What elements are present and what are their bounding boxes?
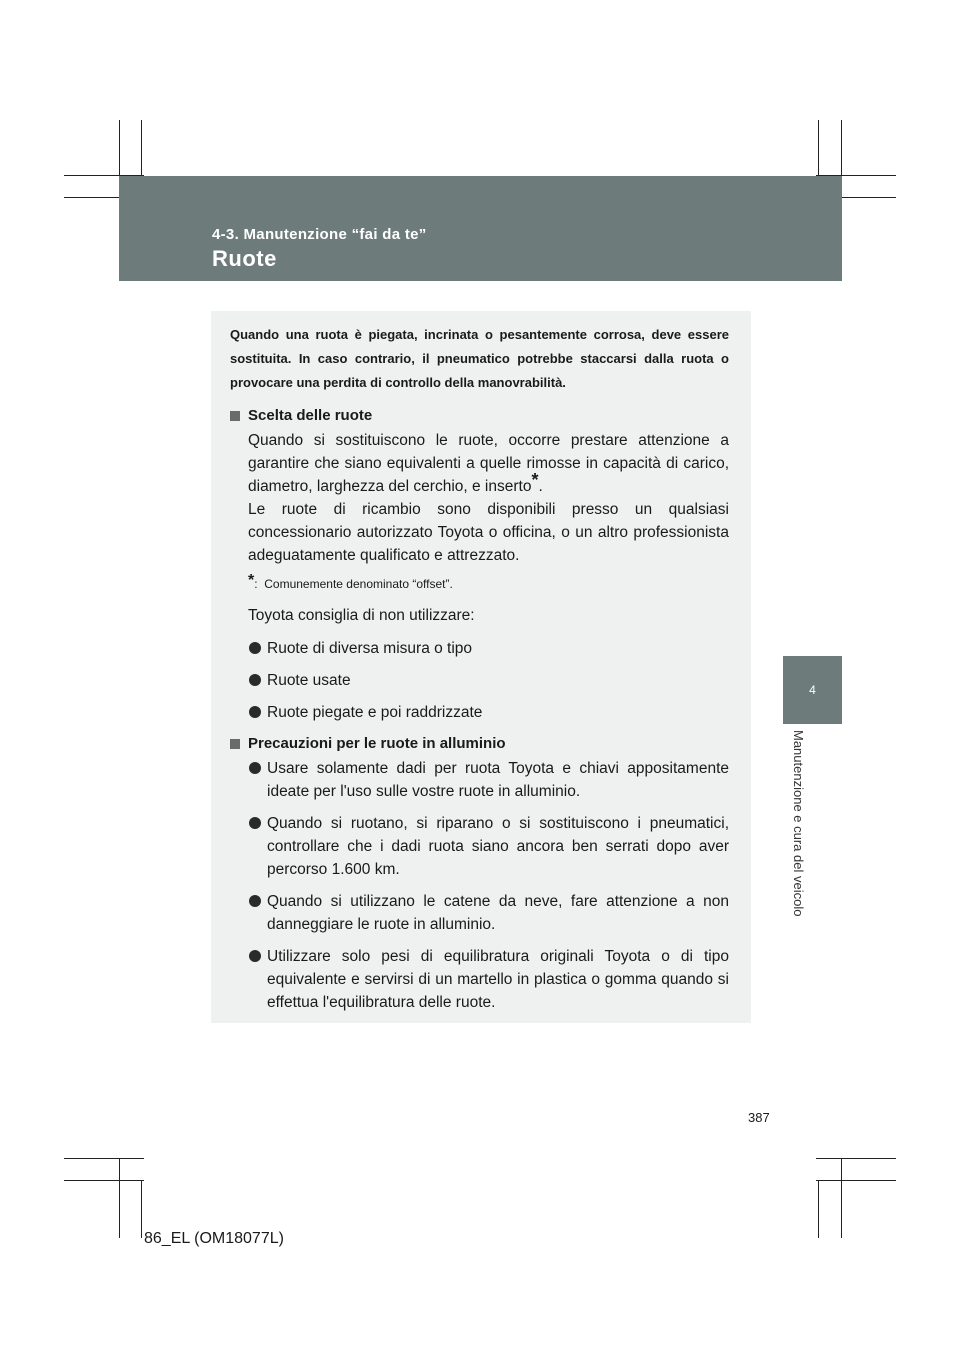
crop-mark	[64, 1180, 144, 1181]
paragraph-text: Quando si sostituiscono le ruote, occorre prestare attenzione a garantire che siano equivalenti a quelle rimosse in capacità di carico, diametro, larghezza del cerchio, e inserto	[248, 432, 729, 495]
bullet-dot-icon	[249, 895, 261, 907]
list-item	[230, 812, 729, 881]
page-number: 387	[748, 1110, 770, 1125]
selection-paragraph	[248, 429, 729, 498]
footnote-asterisk: *	[248, 572, 255, 589]
list-item-text: Ruote piegate e poi raddrizzate	[267, 704, 483, 721]
list-item-text: Ruote di diversa misura o tipo	[267, 640, 473, 657]
footnote-text: Comunemente denominato “offset”.	[264, 577, 453, 591]
heading-text: Scelta delle ruote	[248, 407, 373, 424]
bullet-dot-icon	[249, 817, 261, 829]
list-item-text: Quando si utilizzano le catene da neve, fare attenzione a non danneggiare le ruote in alluminio.	[267, 893, 729, 933]
spare-wheels-paragraph: Le ruote di ricambio sono disponibili presso un qualsiasi concessionario autorizzato Toyota o officina, o un altro professionista adeguatamente qualificato e attrezzato.	[248, 501, 729, 564]
page-title: Ruote	[212, 246, 277, 271]
footnote	[248, 574, 729, 594]
asterisk-mark: *	[531, 470, 539, 490]
heading-text: Precauzioni per le ruote in alluminio	[248, 735, 506, 752]
square-bullet-icon	[230, 411, 240, 421]
crop-mark	[816, 1158, 896, 1159]
square-bullet-icon	[230, 739, 240, 749]
list-item	[230, 757, 729, 803]
list-item-text: Ruote usate	[267, 672, 351, 689]
chapter-number: 4	[809, 683, 816, 697]
wheel-selection-heading	[230, 405, 729, 427]
crop-mark	[64, 1158, 144, 1159]
intro-paragraph: Quando una ruota è piegata, incrinata o pesantemente corrosa, deve essere sostituita. In caso contrario, il pneumatico potrebbe staccarsi dalla ruota o provocare una perdita di controllo della manovrabilità.	[230, 327, 729, 390]
list-item	[230, 945, 729, 1014]
crop-mark	[818, 1180, 819, 1238]
paragraph-end: .	[538, 478, 543, 495]
content-box	[211, 311, 751, 1023]
list-item	[230, 637, 729, 660]
bullet-dot-icon	[249, 706, 261, 718]
header-band	[119, 176, 842, 281]
list-item-text: Quando si ruotano, si riparano o si sostituiscono i pneumatici, controllare che i dadi ruota siano ancora ben serrati dopo aver percorso 1.600 km.	[267, 815, 729, 878]
bullet-dot-icon	[249, 642, 261, 654]
list-item	[230, 890, 729, 936]
section-label: 4-3. Manutenzione “fai da te”	[212, 226, 427, 243]
document-code: 86_EL (OM18077L)	[144, 1230, 284, 1247]
bullet-dot-icon	[249, 950, 261, 962]
crop-mark	[119, 1158, 120, 1238]
bullet-dot-icon	[249, 674, 261, 686]
chapter-tab	[783, 656, 842, 724]
chapter-title: Manutenzione e cura del veicolo	[791, 730, 806, 917]
bullet-dot-icon	[249, 762, 261, 774]
crop-mark	[816, 1180, 896, 1181]
list-item	[230, 669, 729, 692]
list-item	[230, 701, 729, 724]
crop-mark	[141, 1180, 142, 1238]
crop-mark	[841, 1158, 842, 1238]
list-item-text: Utilizzare solo pesi di equilibratura originali Toyota o di tipo equivalente e servirsi di un martello in plastica o gomma quando si effettua l'equilibratura delle ruote.	[267, 948, 729, 1011]
alloy-wheels-heading	[230, 733, 729, 755]
footnote-colon: :	[254, 577, 258, 591]
list-item-text: Usare solamente dadi per ruota Toyota e chiavi appositamente ideate per l'uso sulle vostre ruote in alluminio.	[267, 760, 729, 800]
recommendation-text: Toyota consiglia di non utilizzare:	[248, 607, 475, 624]
